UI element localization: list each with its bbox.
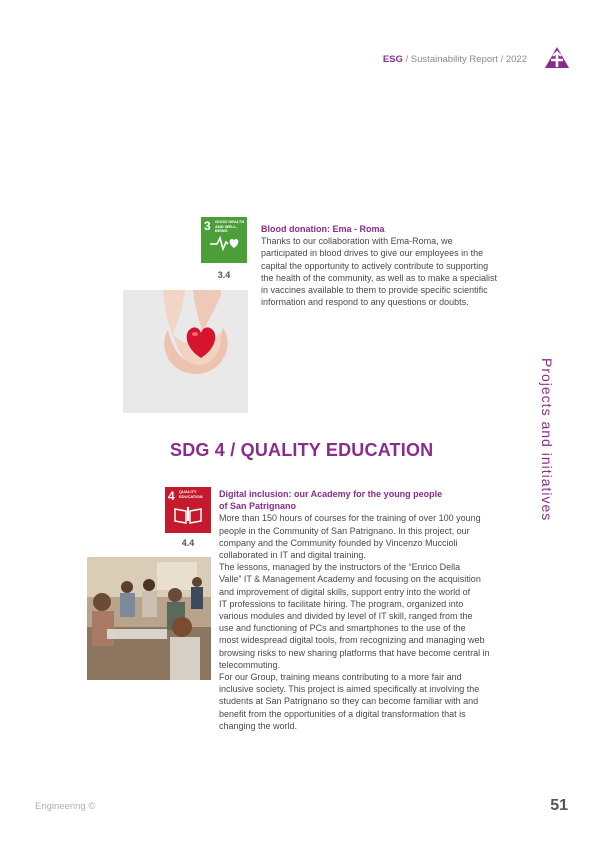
classroom-photo (87, 557, 211, 680)
header-report: / Sustainability Report / 2022 (405, 54, 527, 65)
company-logo-icon (544, 46, 570, 70)
digital-line: company and the Community founded by Vincenzo Muccioli (219, 537, 458, 548)
header-esg: ESG (382, 54, 403, 65)
sdg4-target: 4.4 (181, 538, 195, 548)
digital-line: collaborated in IT and digital training. (219, 550, 366, 561)
sdg4-number: 4 (168, 489, 175, 503)
sdg3-tile (201, 217, 247, 263)
digital-inclusion-title-2: of San Patrignano (219, 501, 297, 512)
sdg3-target: 3.4 (217, 270, 231, 280)
digital-line: More than 150 hours of courses for the training of over 100 young (219, 513, 481, 524)
digital-line: telecommuting. (219, 659, 281, 670)
digital-line: students at San Patrignano so they can become familiar with and (219, 696, 479, 707)
page-number: 51 (550, 797, 568, 814)
blood-line: the health of the community, as well as to make a specialist (261, 272, 497, 283)
blood-line: capital the opportunity to actively contribute to supporting (261, 260, 489, 271)
sdg4-label: QUALITY EDUCATION (179, 489, 203, 499)
blood-line: in vaccines available to them to provide specific scientific (261, 285, 488, 296)
section-title: SDG 4 / QUALITY EDUCATION (170, 440, 434, 460)
blood-donation-text (261, 223, 521, 308)
book-icon (173, 505, 203, 525)
hands-heart-photo (123, 290, 248, 413)
digital-line: The lessons, managed by the instructors of the “Enrico Della (219, 562, 461, 573)
digital-line: and improvement of digital skills, support entry into the world of (219, 586, 471, 597)
sdg4-tile (165, 487, 211, 533)
sdg3-label: GOOD HEALTH AND WELL-BEING (215, 219, 245, 233)
digital-line: inclusive society. This project is aimed specifically at involving the (219, 684, 480, 695)
digital-line: For our Group, training means contributing to a more fair and (219, 672, 462, 683)
blood-line: participated in blood drives to give our employees in the (261, 248, 484, 259)
sdg3-number: 3 (204, 219, 211, 233)
digital-line: various modules and divided by level of IT skill, ranged from the (219, 611, 473, 622)
digital-line: people in the Community of San Patrignano. In this project, our (219, 525, 470, 536)
digital-line: use and functioning of PCs and smartphones to the use of the (219, 623, 466, 634)
blood-donation-title: Blood donation: Ema - Roma (261, 224, 385, 234)
blood-line: Thanks to our collaboration with Ema-Roma, we (261, 236, 453, 247)
digital-line: Valle” IT & Management Academy and focusing on the acquisition (219, 574, 481, 585)
digital-line: most widespread digital tools, from recognizing and managing web (219, 635, 485, 646)
blood-line: information and respond to any questions or doubts. (261, 297, 469, 308)
digital-line: IT professions to facilitate hiring. The program, organized into (219, 598, 464, 609)
digital-inclusion-title-1: Digital inclusion: our Academy for the young people (219, 489, 443, 499)
heartbeat-icon (209, 235, 241, 251)
section-side-title: Projects and initiatives (539, 358, 555, 522)
report-header (383, 54, 527, 65)
digital-inclusion-text (219, 488, 499, 732)
footer-company: Engineering © (35, 801, 96, 812)
digital-line: changing the world. (219, 720, 298, 731)
digital-line: benefit from the opportunities of a digital transformation that is (219, 708, 466, 719)
digital-line: browsing risks to new sharing platforms that have become central in (219, 647, 490, 658)
